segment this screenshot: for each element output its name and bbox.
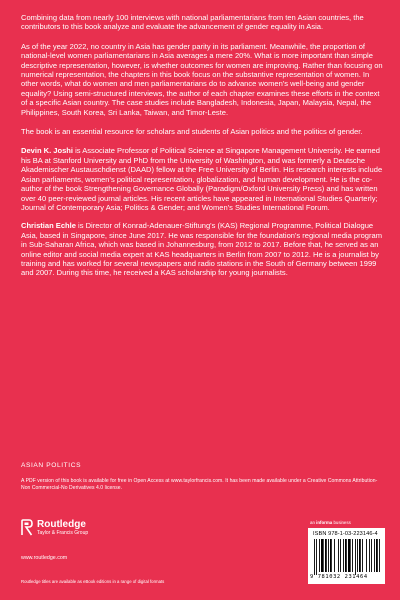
barcode [314, 539, 380, 575]
barcode-bar [319, 539, 320, 572]
author-bio [21, 221, 383, 277]
barcode-bar [366, 539, 367, 572]
author-bio-text: is Associate Professor of Political Science at Singapore Management University. He earned his BA at Stanford University and PhD from the University of Washington, and was formerly a Deutsche Akademischer Austauschdienst (DAAD) fellow at the Free University of Berlin. His research interests include Asian parliaments, women's political representation, globalization, and human development. He is the co-author of the book Strengthening Governance Globally (Paradigm/Oxford University Press) and has written over 40 peer-reviewed journal articles. His recent articles have appeared in International Studies Quarterly; Journal of Contemporary Asia; Politics & Gender; and Women's Studies International Forum. [21, 146, 383, 212]
description-paragraph: Combining data from nearly 100 interviews with national parliamentarians from ten Asian countries, the contributors to this book analyze and evaluate the advancement of gender equality in Asia. [21, 13, 364, 32]
description-paragraph: The book is an essential resource for scholars and students of Asian politics and the politics of gender. [21, 127, 363, 137]
description-paragraph: As of the year 2022, no country in Asia has gender parity in its parliament. Meanwhile, the proportion of national-level women parliamentarians in Asia averages a mere 20%. What is more important than simple descriptive representation, however, is whether outcomes for women are improving. Rather than focusing on numerical representation, the chapters in this book focus on the substantive representation of women. In other words, what do women and men parliamentarians do to advance women's well-being and gender equality? Using semi-structured interviews, the author of each chapter examines these efforts in the context of a specific Asian country. The case studies include Bangladesh, Indonesia, Japan, Malaysia, Nepal, the Philippines, South Korea, Sri Lanka, Taiwan, and Timor-Leste. [21, 41, 383, 117]
barcode-bar [355, 539, 356, 575]
barcode-bar [371, 539, 372, 572]
barcode-bar [334, 539, 335, 572]
barcode-bar [316, 539, 317, 575]
publisher-group: Taylor & Francis Group [37, 529, 89, 536]
publisher-logo [21, 519, 88, 536]
author-bio [21, 146, 383, 212]
publisher-name: Routledge [37, 518, 86, 530]
routledge-logo-icon [21, 519, 33, 536]
barcode-bar [345, 539, 347, 572]
barcode-bar [348, 539, 351, 572]
barcode-bar [352, 539, 353, 572]
barcode-bar [340, 539, 341, 572]
author-name: Devin K. Joshi [21, 146, 74, 156]
ebook-note: Routledge titles are available as eBook editions in a range of digital formats [21, 579, 165, 584]
barcode-bar [357, 539, 358, 572]
open-access-notice: A PDF version of this book is available for free in Open Access at www.taylorfrancis.com. It has been made available under a Creative Commons Attribution-Non Commercial-No Derivatives 4.0 license. [21, 478, 378, 491]
informa-business-label: an informa business [310, 520, 351, 525]
barcode-bar [321, 539, 324, 572]
barcode-panel [308, 528, 385, 584]
author-name: Christian Echle [21, 221, 76, 231]
barcode-bar [314, 539, 315, 575]
publisher-website[interactable]: www.routledge.com [21, 555, 68, 561]
barcode-bar [325, 539, 327, 572]
barcode-bar [369, 539, 370, 572]
barcode-bar [374, 539, 375, 572]
isbn-label: ISBN 978-1-03-223146-4 [313, 531, 378, 537]
barcode-number: 9 781032 231464 [310, 574, 368, 580]
series-title: ASIAN POLITICS [21, 462, 82, 469]
author-bio-text: is Director of Konrad-Adenauer-Stiftung's (KAS) Regional Programme, Political Dialogue Asia, based in Singapore, since June 2017. He was responsible for the foundation's regional media program in Sub-Saharan Africa, which was based in Johannesburg, from 2012 to 2017. Before that, he served as an online editor and social media expert at KAS headquarters in Berlin from 2007 to 2012. He is a journalist by training and has worked for several newspapers and radio stations in the South of Germany between 1999 and 2007. During this time, he received a KAS scholarship for young journalists. [21, 221, 382, 278]
barcode-bar [359, 539, 361, 572]
barcode-bar [343, 539, 344, 572]
barcode-bar [379, 539, 380, 572]
barcode-bar [338, 539, 339, 572]
cover-text [21, 13, 383, 288]
barcode-bar [328, 539, 329, 572]
barcode-bar [330, 539, 332, 572]
barcode-bar [376, 539, 378, 572]
barcode-bar [362, 539, 363, 572]
